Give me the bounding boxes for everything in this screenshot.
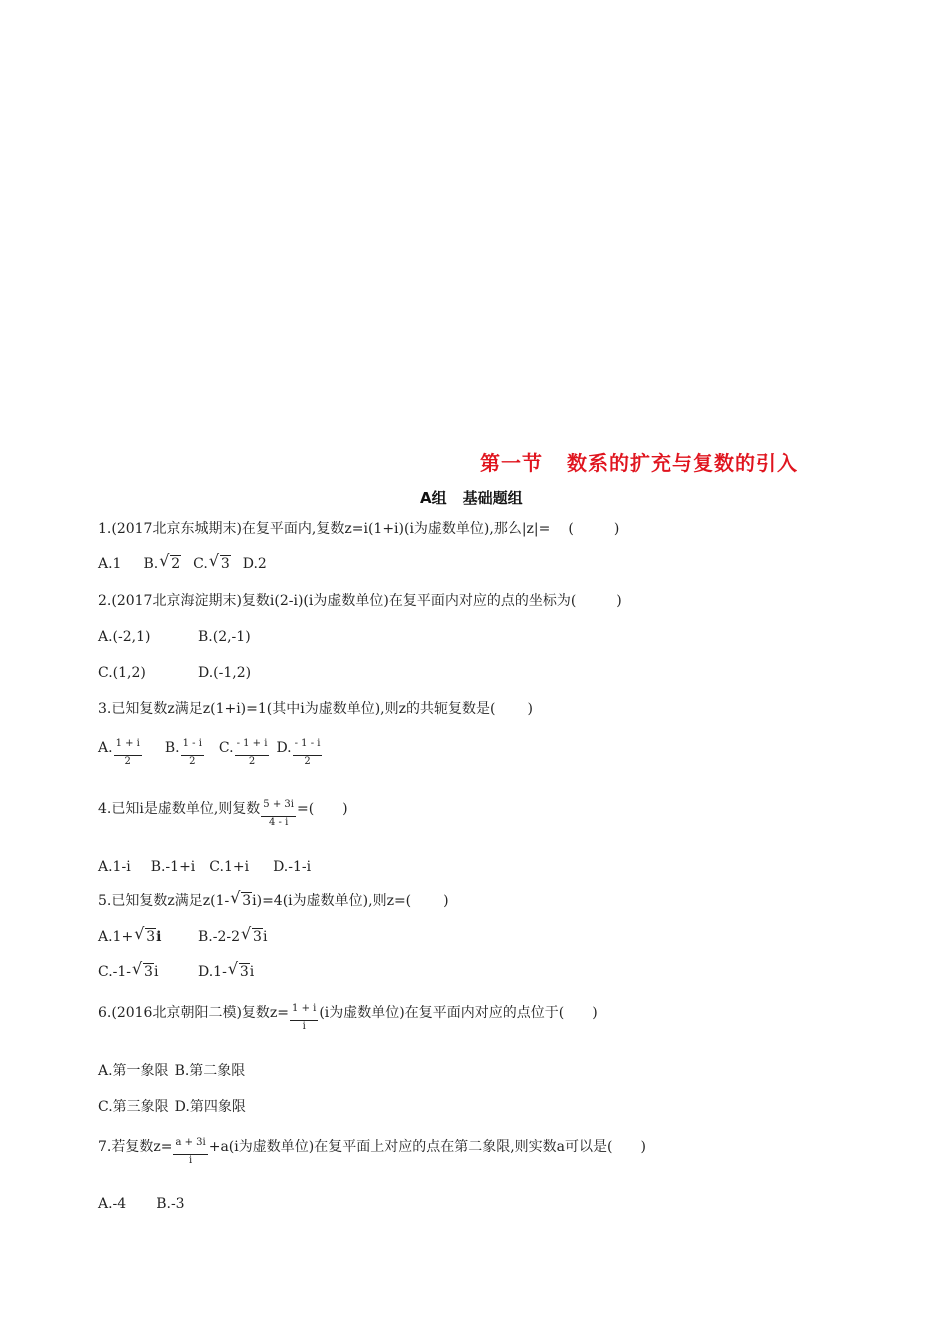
radicand: 3 — [220, 556, 230, 572]
numerator: 1 + i — [292, 1003, 317, 1014]
question-6-options-row2 — [98, 1097, 246, 1117]
option-a — [98, 738, 143, 768]
radicand: 3 — [242, 893, 252, 909]
fraction — [114, 738, 142, 768]
question-7-stem — [98, 1137, 646, 1167]
option-b — [143, 551, 181, 574]
sqrt-expression: √ 3 — [227, 959, 249, 980]
option-suffix: i — [249, 964, 255, 980]
option-d — [276, 738, 323, 768]
option-label: C. — [193, 556, 208, 572]
option-suffix: i — [262, 929, 268, 945]
question-6-stem — [98, 1003, 598, 1033]
question-text: 4.已知i是虚数单位,则复数 — [98, 801, 261, 817]
question-text-after: =( — [296, 801, 315, 817]
option-c — [98, 959, 198, 982]
option-label: C.-1- — [98, 964, 132, 980]
option-b — [165, 738, 205, 768]
question-4-stem — [98, 799, 348, 829]
option-d — [198, 959, 255, 982]
group-heading — [420, 487, 523, 508]
sqrt-expression: √ 2 — [159, 551, 181, 572]
option-a: A.1-i — [98, 859, 131, 875]
answer-paren-close: ) — [616, 593, 622, 609]
question-5-options-row1 — [98, 924, 268, 947]
fraction — [261, 799, 296, 829]
answer-paren-close: ) — [613, 521, 620, 537]
question-1-options — [98, 551, 267, 574]
question-4-options — [98, 857, 311, 877]
question-text: 3.已知复数z满足z(1+i)=1(其中i为虚数单位),则z的共轭复数是( — [98, 701, 496, 717]
question-text: 6.(2016北京朝阳二模)复数z= — [98, 1005, 290, 1021]
radicand: 3 — [144, 964, 153, 980]
question-text-after: (i为虚数单位)在复平面内对应的点位于( — [319, 1005, 565, 1021]
group-name: 基础题组 — [462, 489, 523, 507]
question-text-after: +a(i为虚数单位)在复平面上对应的点在第二象限,则实数a可以是( — [208, 1139, 613, 1155]
question-7-options — [98, 1194, 185, 1214]
question-text-after: i)=4(i为虚数单位),则z=( — [252, 893, 412, 909]
fraction — [235, 738, 270, 768]
radicand: 3 — [253, 929, 262, 945]
option-b: B.-3 — [156, 1196, 185, 1212]
answer-paren-close: ) — [592, 1005, 598, 1021]
numerator: 5 + 3i — [263, 799, 294, 810]
option-label: D. — [276, 740, 292, 756]
sqrt-expression: √ 3 — [208, 551, 230, 572]
option-b: B.第二象限 — [174, 1063, 246, 1079]
fraction — [293, 738, 323, 768]
option-c — [193, 551, 231, 574]
group-label: A组 — [420, 489, 447, 507]
option-suffix: i — [153, 964, 159, 980]
question-1-stem — [98, 519, 619, 539]
option-b — [198, 924, 268, 947]
numerator: 1 - i — [182, 738, 202, 749]
answer-paren-close: ) — [443, 893, 449, 909]
numerator: a + 3i — [175, 1137, 206, 1148]
option-label: A. — [98, 740, 113, 756]
option-d: D.(-1,2) — [198, 665, 252, 681]
question-2-options-row1 — [98, 627, 251, 647]
question-3-options — [98, 738, 323, 768]
question-2-options-row2 — [98, 663, 251, 683]
question-5-options-row2 — [98, 959, 255, 982]
radicand: 2 — [171, 556, 181, 572]
radicand: 3 — [146, 929, 156, 945]
option-label: B. — [164, 740, 180, 756]
sqrt-expression: √ 3 — [134, 924, 156, 945]
option-c: C.1+i — [209, 859, 250, 875]
denominator: 2 — [304, 756, 311, 767]
answer-paren-open: ( — [568, 521, 574, 537]
radicand: 3 — [239, 964, 249, 980]
option-d: D.第四象限 — [174, 1099, 246, 1115]
sqrt-expression: √ 3 — [230, 888, 252, 909]
option-label: A.1+ — [98, 929, 134, 945]
question-5-stem — [98, 888, 449, 911]
question-2-stem — [98, 591, 622, 611]
option-c: C.第三象限 — [98, 1099, 169, 1115]
numerator: 1 + i — [115, 738, 140, 749]
option-a: A.1 — [98, 556, 122, 572]
section-name: 数系的扩充与复数的引入 — [567, 451, 798, 475]
option-b: B.(2,-1) — [198, 629, 251, 645]
question-text: 1.(2017北京东城期末)在复平面内,复数z=i(1+i)(i为虚数单位),那么|z|= — [98, 521, 551, 537]
sqrt-expression: √ 3 — [241, 924, 262, 945]
section-number: 第一节 — [480, 451, 543, 475]
numerator: - 1 - i — [294, 738, 321, 749]
numerator: - 1 + i — [236, 738, 268, 749]
question-text: 5.已知复数z满足z(1- — [98, 893, 230, 909]
denominator: i — [189, 1155, 193, 1166]
question-text: 2.(2017北京海淀期末)复数i(2-i)(i为虚数单位)在复平面内对应的点的坐标为( — [98, 593, 577, 609]
option-a — [98, 924, 198, 947]
section-title — [480, 447, 798, 476]
option-label: D.1- — [198, 964, 227, 980]
option-d: D.-1-i — [273, 859, 312, 875]
answer-paren-close: ) — [342, 801, 348, 817]
option-label: C. — [218, 740, 234, 756]
option-c: C.(1,2) — [98, 665, 146, 681]
option-a: A.-4 — [98, 1196, 127, 1212]
option-c — [219, 738, 271, 768]
sqrt-expression: √ 3 — [132, 959, 153, 980]
denominator: 2 — [124, 756, 131, 767]
fraction — [290, 1003, 318, 1033]
fraction — [173, 1137, 207, 1167]
option-a: A.第一象限 — [98, 1063, 169, 1079]
question-3-stem — [98, 699, 533, 719]
option-label: B.-2-2 — [198, 929, 241, 945]
denominator: i — [302, 1021, 306, 1032]
option-d: D.2 — [242, 556, 267, 572]
answer-paren-close: ) — [527, 701, 533, 717]
question-6-options-row1 — [98, 1061, 245, 1081]
denominator: 4 - i — [268, 817, 289, 828]
option-suffix: i — [156, 929, 162, 945]
fraction — [181, 738, 204, 768]
denominator: 2 — [248, 756, 256, 767]
option-b: B.-1+i — [150, 859, 196, 875]
denominator: 2 — [189, 756, 196, 767]
question-text: 7.若复数z= — [98, 1139, 173, 1155]
option-a: A.(-2,1) — [98, 629, 151, 645]
option-label: B. — [143, 556, 159, 572]
answer-paren-close: ) — [640, 1139, 646, 1155]
